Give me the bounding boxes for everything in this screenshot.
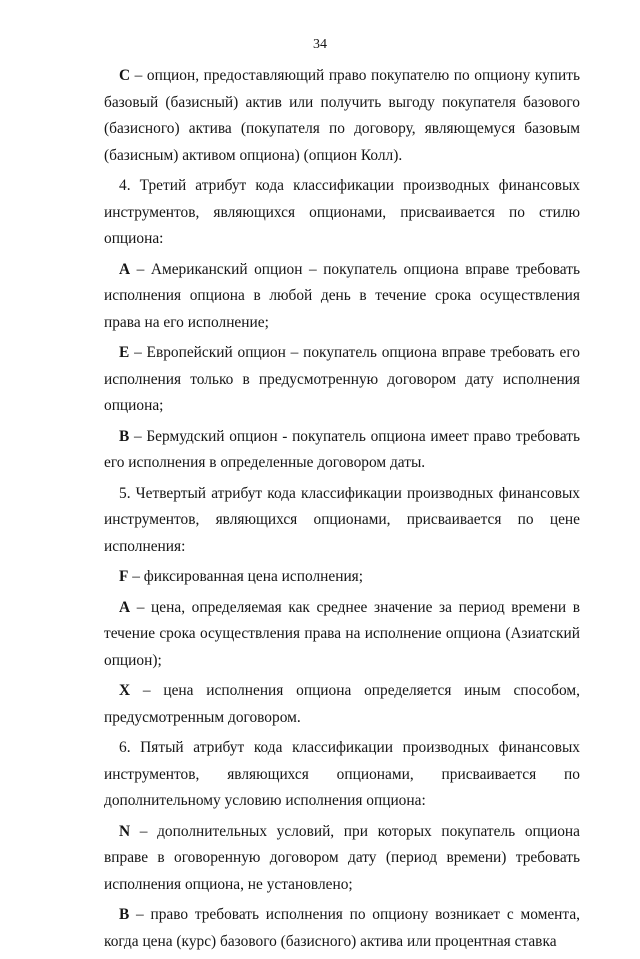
paragraph-text: – Бермудский опцион - покупатель опциона имеет право требовать его исполнения в определенные договором даты.: [104, 427, 580, 471]
paragraph-text: – дополнительных условий, при которых покупатель опциона вправе в оговоренную договором дату (период времени) требовать исполнения опциона, не установлено;: [104, 822, 580, 893]
code-letter: А: [119, 598, 131, 616]
paragraph-text: 5. Четвертый атрибут кода классификации производных финансовых инструментов, являющихся опционами, присваивается по цене исполнения:: [104, 484, 580, 555]
paragraph-text: – Американский опцион – покупатель опциона вправе требовать исполнения опциона в любой день в течение срока осуществления права на его исполнение;: [104, 260, 580, 331]
paragraph-asian-option: [104, 595, 580, 675]
paragraph-no-conditions: [104, 819, 580, 899]
paragraph-text: – цена исполнения опциона определяется иным способом, предусмотренным договором.: [104, 682, 580, 726]
paragraph-bermuda-option: [104, 424, 580, 477]
paragraph-attribute-4: [104, 481, 580, 561]
paragraph-attribute-3: [104, 173, 580, 253]
code-letter: В: [119, 427, 130, 445]
paragraph-text: – Европейский опцион – покупатель опциона вправе требовать его исполнения только в предусмотренную договором дату исполнения опциона;: [104, 344, 580, 414]
paragraph-attribute-5: [104, 735, 580, 815]
paragraph-fixed-price: [104, 564, 580, 591]
page-number: 34: [313, 37, 327, 52]
code-letter: В: [119, 906, 130, 923]
paragraph-text: – цена, определяемая как среднее значение за период времени в течение срока осуществления права на исполнение опциона (Азиатский опцион);: [104, 598, 580, 669]
paragraph-text: 4. Третий атрибут кода классификации производных финансовых инструментов, являющихся опционами, присваивается по стилю опциона:: [104, 177, 580, 247]
code-letter: X: [119, 682, 131, 699]
code-letter: C: [119, 67, 131, 84]
paragraph-option-call: [104, 63, 580, 169]
paragraph-barrier-condition: [104, 902, 580, 955]
code-letter: А: [119, 260, 131, 278]
paragraph-european-option: [104, 340, 580, 420]
paragraph-text: 6. Пятый атрибут кода классификации производных финансовых инструментов, являющихся опционами, присваивается по дополнительному условию исполнения опциона:: [104, 739, 580, 809]
paragraph-other-price: [104, 678, 580, 731]
code-letter: F: [119, 568, 129, 585]
paragraph-text: – право требовать исполнения по опциону возникает с момента, когда цена (курс) базового (базисного) актива или процентная ставка: [104, 906, 580, 950]
page-body: [104, 63, 580, 959]
paragraph-american-option: [104, 257, 580, 337]
paragraph-text: – опцион, предоставляющий право покупателю по опциону купить базовый (базисный) актив или получить выгоду покупателя базового (базисного) актива (покупателя по договору, являющемуся базовым (базисным) активом опциона) (опцион Колл).: [104, 67, 580, 164]
paragraph-text: – фиксированная цена исполнения;: [128, 568, 364, 585]
code-letter: N: [119, 822, 131, 840]
code-letter: Е: [119, 344, 130, 361]
